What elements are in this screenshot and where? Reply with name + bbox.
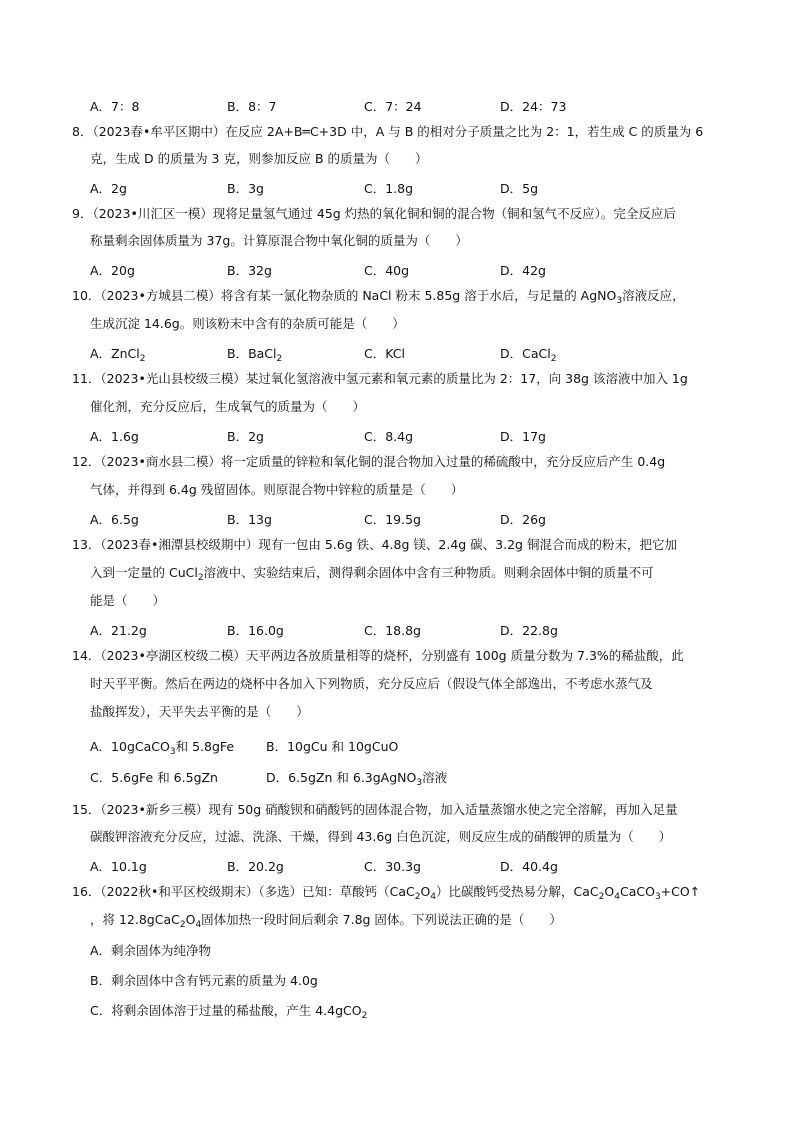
question-text <box>90 565 730 586</box>
option-text: A．ZnCl <box>90 346 140 361</box>
question-text: 生成沉淀 14.6g。则该粉末中含有的杂质可能是（ ） <box>90 316 405 331</box>
question-text-part: 固体加热一段时间后剩余 7.8g 固体。下列说法正确的是（ ） <box>201 912 562 927</box>
option-row <box>90 621 730 637</box>
top-option-row <box>90 97 730 113</box>
option-row <box>90 261 730 277</box>
option-c <box>90 1003 730 1024</box>
option-d: D．42g <box>500 263 546 278</box>
question-text <box>72 884 730 905</box>
option-b: B．3g <box>227 181 264 196</box>
option-a: A．1.6g <box>90 429 139 444</box>
subscript: 2 <box>414 892 421 902</box>
question-text-part: 溶液反应， <box>622 288 685 303</box>
question-text-part: O <box>604 884 615 899</box>
option-d: D．40.4g <box>500 859 558 874</box>
question-text: 称量剩余固体质量为 37g。计算原混合物中氧化铜的质量为（ ） <box>90 233 468 248</box>
question-text-part: 10．（2023•方城县二模）将含有某一氯化物杂质的 NaCl 粉末 5.85g 溶于水后，与足量的 AgNO <box>72 288 617 303</box>
question-text: 时天平平衡。然后在两边的烧杯中各加入下列物质，充分反应后（假设气体全部逸出，不考虑水蒸气及 <box>90 676 653 691</box>
subscript: 2 <box>550 354 557 364</box>
option-a <box>90 344 145 364</box>
option-b: B．13g <box>227 512 272 527</box>
subscript: 2 <box>139 354 146 364</box>
option-b: B．8：7 <box>227 99 277 114</box>
subscript: 2 <box>197 573 204 583</box>
subscript: 3 <box>416 778 423 788</box>
option-c: C．18.8g <box>364 623 421 638</box>
option-b: B．10gCu 和 10gCuO <box>266 739 399 754</box>
option-a: A．10.1g <box>90 859 147 874</box>
option-b: B．2g <box>227 429 264 444</box>
question-text: 9．（2023•川汇区一模）现将足量氢气通过 45g 灼热的氧化铜和铜的混合物（铜和氢气不反应）。完全反应后 <box>72 206 676 221</box>
question-text: 15．（2023•新乡三模）现有 50g 硝酸钡和硝酸钙的固体混合物，加入适量蒸馏水使之完全溶解，再加入足量 <box>72 802 678 817</box>
question-text-part: 溶液中、实验结束后，测得剩余固体中含有三种物质。则剩余固体中铜的质量不可 <box>203 565 654 580</box>
option-b: B．32g <box>227 263 272 278</box>
subscript: 2 <box>598 892 605 902</box>
option-text: C．KCl <box>364 346 405 361</box>
option-c: C．30.3g <box>364 859 421 874</box>
subscript: 2 <box>361 1011 368 1021</box>
option-row <box>90 857 730 873</box>
option-c: C．5.6gFe 和 6.5gZn <box>90 770 218 785</box>
question-text-part: ）比碳酸钙受热易分解，CaC <box>436 884 599 899</box>
option-a: A．7：8 <box>90 99 140 114</box>
option-a: A．21.2g <box>90 623 147 638</box>
option-d <box>266 768 447 788</box>
option-c: C．7：24 <box>364 99 422 114</box>
question-text-part: O <box>185 912 196 927</box>
subscript: 3 <box>169 747 176 757</box>
question-text: 催化剂，充分反应后，生成氧气的质量为（ ） <box>90 399 366 414</box>
question-text: 碳酸钾溶液充分反应，过滤、洗涤、干燥，得到 43.6g 白色沉淀，则反应生成的硝酸钾的质量为（ ） <box>90 829 672 844</box>
question-text-part: O <box>420 884 431 899</box>
option-b: B．20.2g <box>227 859 284 874</box>
subscript: 2 <box>179 920 186 930</box>
question-text: 克，生成 D 的质量为 3 克，则参加反应 B 的质量为（ ） <box>90 151 428 166</box>
question-text: 8．（2023春•牟平区期中）在反应 2A+B═C+3D 中，A 与 B 的相对分子质量之比为 2：1，若生成 C 的质量为 6 <box>72 124 704 139</box>
subscript: 4 <box>614 892 620 902</box>
question-text-part: 16．（2022秋•和平区校级期末）（多选）已知：草酸钙（CaC <box>72 884 415 899</box>
option-c: C．8.4g <box>364 429 414 444</box>
option-text: D．CaCl <box>500 346 551 361</box>
option-row <box>90 179 730 195</box>
question-text: 12．（2023•商水县二模）将一定质量的锌粒和氧化铜的混合物加入过量的稀硫酸中，充分反应后产生 0.4g <box>72 454 666 469</box>
option-d: D．22.8g <box>500 623 558 638</box>
option-b <box>227 344 282 364</box>
question-text-part: +CO↑ <box>660 884 701 899</box>
option-text: 溶液 <box>422 770 448 785</box>
option-row <box>90 737 730 757</box>
question-text: 14．（2023•亭湖区校级二模）天平两边各放质量相等的烧杯，分别盛有 100g 质量分数为 7.3%的稀盐酸，此 <box>72 648 684 663</box>
subscript: 4 <box>430 892 437 902</box>
option-c: C．1.8g <box>364 181 414 196</box>
option-row <box>90 344 730 364</box>
option-text: A．10gCaCO <box>90 739 170 754</box>
option-a: A．6.5g <box>90 512 139 527</box>
option-d: D．26g <box>500 512 546 527</box>
subscript: 3 <box>654 892 661 902</box>
option-a: A．2g <box>90 181 127 196</box>
subscript: 3 <box>616 296 623 306</box>
option-row <box>90 768 730 788</box>
option-d: D．5g <box>500 181 539 196</box>
option-a: A．20g <box>90 263 135 278</box>
option-d <box>500 344 556 364</box>
option-a: A．剩余固体为纯净物 <box>90 943 212 958</box>
question-text: 13．（2023春•湘潭县校级期中）现有一包由 5.6g 铁、4.8g 镁、2.4g 碳、3.2g 铜混合而成的粉末，把它加 <box>72 537 677 552</box>
question-text-part: ，将 12.8gCaC <box>90 912 180 927</box>
option-c: C．19.5g <box>364 512 421 527</box>
option-b: B．剩余固体中含有钙元素的质量为 4.0g <box>90 973 318 988</box>
option-c: C．40g <box>364 263 410 278</box>
option-row <box>90 427 730 443</box>
question-text <box>72 288 730 309</box>
option-text: B．BaCl <box>227 346 277 361</box>
option-text: 和 5.8gFe <box>175 739 235 754</box>
option-a <box>90 737 234 757</box>
question-text <box>90 912 730 933</box>
question-text-part: 入到一定量的 CuCl <box>90 565 198 580</box>
question-text: 能是（ ） <box>90 593 166 608</box>
option-text: C．将剩余固体溶于过量的稀盐酸，产生 4.4gCO <box>90 1003 362 1018</box>
question-text: 气体，并得到 6.4g 残留固体。则原混合物中锌粒的质量是（ ） <box>90 482 464 497</box>
question-text: 11．（2023•光山县校级三模）某过氧化氢溶液中氢元素和氧元素的质量比为 2：17，向 38g 该溶液中加入 1g <box>72 371 688 386</box>
subscript: 2 <box>276 354 283 364</box>
option-d: D．17g <box>500 429 546 444</box>
option-c <box>364 344 405 362</box>
option-text: D．6.5gZn 和 6.3gAgNO <box>266 770 417 785</box>
option-d: D．24：73 <box>500 99 567 114</box>
question-text: 盐酸挥发），天平失去平衡的是（ ） <box>90 704 309 719</box>
question-text-part: CaCO <box>619 884 655 899</box>
subscript: 4 <box>195 920 202 930</box>
option-row <box>90 510 730 526</box>
option-b: B．16.0g <box>227 623 284 638</box>
